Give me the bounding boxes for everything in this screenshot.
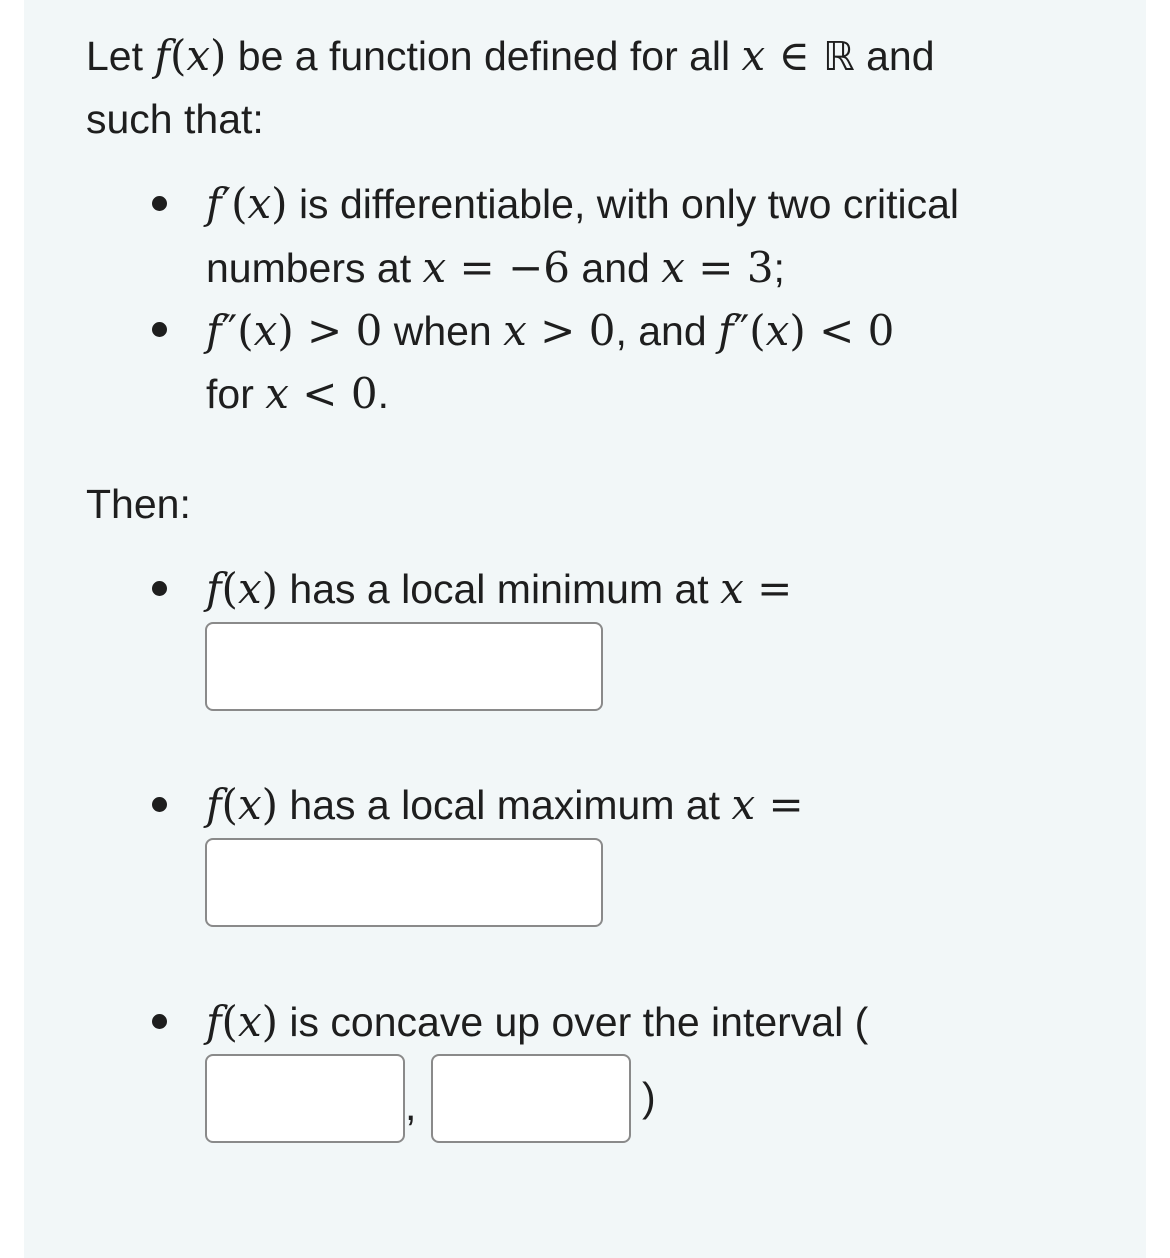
math-double-prime: ″( bbox=[221, 306, 254, 355]
local-minimum-input[interactable] bbox=[205, 622, 603, 711]
question-text: is concave up over the interval ( bbox=[278, 999, 869, 1045]
interval-close-paren: ) bbox=[642, 1074, 656, 1120]
math-paren: ( bbox=[169, 31, 187, 80]
math-paren: ( bbox=[221, 564, 238, 613]
question-text: has a local minimum at bbox=[278, 566, 721, 612]
math-inequality: < 0 bbox=[288, 369, 378, 418]
math-f-double-prime: f bbox=[206, 306, 222, 355]
condition-1-line-1 bbox=[206, 179, 960, 228]
math-equals: = bbox=[755, 780, 804, 829]
condition-text: is differentiable, with only two critical bbox=[287, 181, 960, 227]
math-x: x bbox=[765, 306, 790, 355]
condition-1-line-2 bbox=[206, 243, 785, 292]
bullet-dot bbox=[152, 797, 167, 812]
math-double-prime: ″( bbox=[733, 306, 766, 355]
math-equals: = bbox=[446, 243, 509, 292]
math-x: x bbox=[422, 243, 447, 292]
intro-text: and bbox=[854, 33, 935, 79]
question-3-label bbox=[206, 997, 869, 1046]
condition-text: when bbox=[382, 308, 504, 354]
math-x: x bbox=[237, 780, 262, 829]
intro-text: Let bbox=[86, 33, 155, 79]
math-f-prime: f bbox=[206, 179, 222, 228]
critical-number-1: −6 bbox=[508, 243, 571, 292]
condition-2-line-1 bbox=[206, 306, 895, 355]
local-maximum-input[interactable] bbox=[205, 838, 603, 927]
math-x: x bbox=[265, 369, 289, 418]
condition-text: . bbox=[377, 371, 389, 417]
bullet-dot bbox=[152, 196, 167, 211]
concave-up-lower-input[interactable] bbox=[205, 1054, 405, 1143]
math-equals: = bbox=[684, 243, 747, 292]
math-x: x bbox=[741, 31, 766, 80]
math-x: x bbox=[731, 780, 756, 829]
math-f-double-prime: f bbox=[718, 306, 734, 355]
math-fx: f bbox=[206, 564, 222, 613]
math-paren: ) bbox=[261, 780, 279, 829]
question-text: has a local maximum at bbox=[278, 782, 732, 828]
condition-text: for bbox=[206, 371, 266, 417]
math-fx: f bbox=[206, 780, 222, 829]
intro-line-1 bbox=[86, 31, 935, 80]
math-paren: ( bbox=[221, 997, 238, 1046]
condition-text: , and bbox=[615, 308, 719, 354]
math-paren: ) bbox=[210, 31, 227, 80]
math-paren: ( bbox=[221, 780, 238, 829]
math-x: x bbox=[661, 243, 685, 292]
math-fx: f bbox=[206, 997, 222, 1046]
intro-line-2: such that: bbox=[86, 96, 264, 142]
math-x: x bbox=[503, 306, 527, 355]
math-paren: ) bbox=[261, 564, 279, 613]
condition-text: ; bbox=[773, 245, 785, 291]
math-element-of: ∈ bbox=[765, 31, 824, 80]
math-inequality: ) > 0 bbox=[277, 306, 383, 355]
math-x: x bbox=[247, 179, 272, 228]
question-2-label bbox=[206, 780, 804, 829]
bullet-dot bbox=[152, 1014, 167, 1029]
math-x: x bbox=[253, 306, 278, 355]
critical-number-2: 3 bbox=[746, 243, 774, 292]
math-equals: = bbox=[743, 564, 793, 613]
question-1-label bbox=[206, 564, 793, 613]
math-x: x bbox=[186, 31, 211, 80]
math-x: x bbox=[237, 564, 262, 613]
math-prime: ′( bbox=[221, 179, 248, 228]
bullet-dot bbox=[152, 322, 167, 337]
then-label: Then: bbox=[86, 481, 191, 527]
condition-2-line-2 bbox=[206, 369, 389, 418]
condition-text: and bbox=[570, 245, 662, 291]
math-x: x bbox=[237, 997, 262, 1046]
math-inequality: ) < 0 bbox=[789, 306, 895, 355]
concave-up-upper-input[interactable] bbox=[431, 1054, 631, 1143]
bullet-dot bbox=[152, 581, 167, 596]
math-x: x bbox=[720, 564, 744, 613]
interval-comma: , bbox=[405, 1083, 417, 1129]
math-reals: ℝ bbox=[823, 34, 855, 80]
intro-text: be a function defined for all bbox=[226, 33, 742, 79]
math-paren: ) bbox=[261, 997, 279, 1046]
condition-text: numbers at bbox=[206, 245, 423, 291]
math-fx: f bbox=[154, 31, 170, 80]
math-paren: ) bbox=[271, 179, 288, 228]
math-inequality: > 0 bbox=[526, 306, 616, 355]
